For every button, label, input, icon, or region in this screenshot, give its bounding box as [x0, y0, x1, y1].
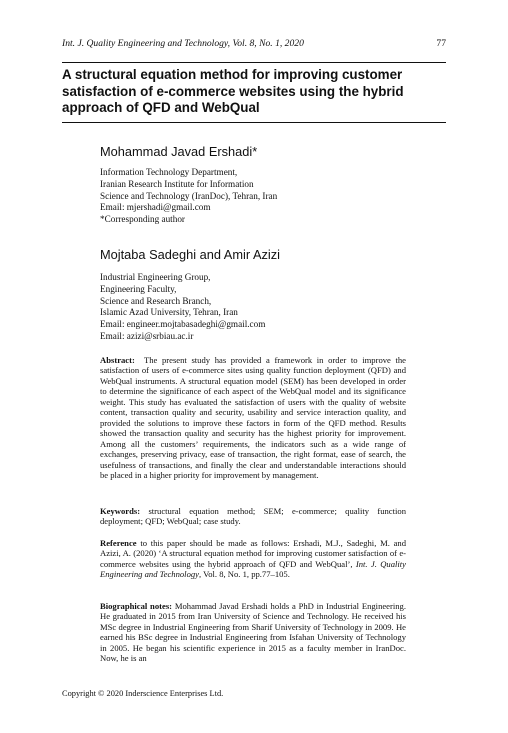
copyright-footer: Copyright © 2020 Inderscience Enterprises Ltd. — [62, 689, 224, 698]
keywords — [100, 506, 406, 527]
abstract-text: The present study has provided a framework in order to improve the satisfaction of users of e-commerce sites using quality function deployment (QFD) and WebQual instruments. A structural equation model (SEM) has been developed in order to determine the significance of each aspect of the WebQual model and its significance weight. This study has evaluated the satisfaction of users with the quality of website content, transaction quality and security, usability and service interaction quality, and provided the solutions to improve these factors in form of the QFD method. Results showed the transaction quality and security has the highest priority for improvement. Among all the customers’ requirements, the indicators such as a wide range of exchanges, preserving privacy, ease of transaction, the right format, ease of search, the usefulness of transactions, and finally the clear and understandable interactions should be placed in a higher priority for improvement by management. — [100, 355, 406, 480]
affiliation-line: Science and Research Branch, — [100, 295, 212, 306]
affiliation-line: Science and Technology (IranDoc), Tehran, Iran — [100, 190, 278, 201]
title-line: satisfaction of e-commerce websites using the hybrid — [62, 83, 404, 99]
author1-name: Mohammad Javad Ershadi* — [100, 144, 258, 159]
affiliation-line: Industrial Engineering Group, — [100, 272, 211, 282]
affiliation-line: Iranian Research Institute for Information — [100, 178, 254, 189]
title-line: approach of QFD and WebQual — [62, 100, 260, 115]
author3-email: Email: azizi@srbiau.ac.ir — [100, 330, 194, 341]
reference-volume: , Vol. 8, No. 1, pp.77–105. — [198, 569, 290, 580]
author2-email: Email: engineer.mojtabasadeghi@gmail.com — [100, 319, 266, 330]
abstract-label: Abstract: — [100, 355, 135, 365]
bio-text: Mohammad Javad Ershadi holds a PhD in Industrial Engineering. He graduated in 2015 from Iran University of Science and Technology. He received his MSc degree in Industrial Engineering from Sharif University of Technology in 2009. He earned his BSc degree in Industrial Engineering from Isfahan University of Technology in 2005. He began his scientific experience in 2015 as a faculty member in IranDoc. Now, he is an — [100, 601, 406, 664]
corresponding-author-note: *Corresponding author — [100, 214, 185, 225]
keywords-label: Keywords: — [100, 506, 141, 516]
bio-label: Biographical notes: — [100, 601, 173, 611]
affiliation-line: Engineering Faculty, — [100, 283, 177, 294]
paper-title — [62, 67, 452, 117]
abstract — [100, 355, 406, 480]
author1-email: Email: mjershadi@gmail.com — [100, 202, 211, 213]
title-top-rule — [62, 62, 446, 63]
journal-citation: Int. J. Quality Engineering and Technology, Vol. 8, No. 1, 2020 — [62, 38, 304, 49]
title-bottom-rule — [62, 122, 446, 123]
affiliation-line: Islamic Azad University, Tehran, Iran — [100, 307, 238, 318]
reference-text: to this paper should be made as follows: Ershadi, M.J., Sadeghi, M. and Azizi, A. (2020) ‘A structural equation method for improving customer satisfaction of e-commerce websites using the hybrid approach of QFD and WebQual’, — [100, 538, 406, 569]
reference-label: Reference — [100, 538, 137, 548]
author2-name: Mojtaba Sadeghi and Amir Azizi — [100, 247, 280, 262]
title-line: A structural equation method for improving customer — [62, 67, 403, 82]
affiliation-line: Information Technology Department, — [100, 167, 238, 177]
page-number: 77 — [436, 38, 446, 49]
reference-journal: Int. J. Quality Engineering and Technology — [100, 558, 406, 580]
author2-affiliation — [100, 272, 265, 343]
reference — [100, 538, 406, 580]
biographical-notes — [100, 601, 406, 664]
author1-affiliation — [100, 167, 277, 226]
running-header — [62, 38, 446, 49]
keywords-text: structural equation method; SEM; e-commerce; quality function deployment; QFD; WebQual; case study. — [100, 506, 406, 527]
